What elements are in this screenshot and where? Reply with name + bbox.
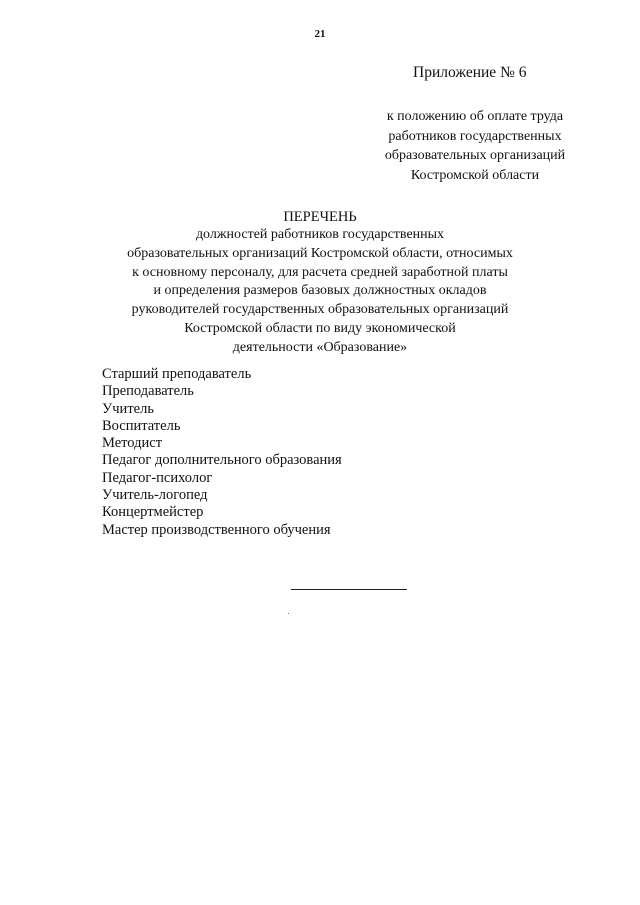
description-line: должностей работников государственных	[195, 227, 445, 242]
position-item: Учитель	[102, 400, 154, 417]
description-line: к основному персоналу, для расчета средней заработной платы	[132, 264, 508, 280]
scan-artifact	[288, 613, 289, 614]
position-item: Учитель-логопед	[102, 487, 208, 504]
appendix-subtitle	[360, 107, 590, 185]
position-item: Мастер производственного обучения	[102, 521, 331, 538]
description-line: образовательных организаций Костромской области, относимых	[127, 245, 513, 261]
position-item: Воспитатель	[102, 417, 181, 434]
appendix-subtitle-line: Костромской области	[410, 167, 540, 183]
position-item: Педагог-психолог	[102, 469, 213, 486]
position-item: Концертмейстер	[102, 504, 204, 521]
page-number: 21	[314, 28, 326, 40]
positions-list	[102, 366, 342, 539]
description-line: и определения размеров базовых должностных окладов	[153, 283, 487, 299]
appendix-subtitle-line: работников государственных	[388, 128, 562, 144]
document-description	[60, 226, 580, 358]
end-of-document-rule	[291, 589, 407, 590]
document-heading: ПЕРЕЧЕНЬ	[283, 209, 357, 225]
position-item: Старший преподаватель	[102, 366, 252, 382]
appendix-subtitle-line: образовательных организаций	[384, 148, 566, 163]
position-item: Методист	[102, 435, 163, 452]
appendix-subtitle-line: к положению об оплате труда	[386, 109, 564, 124]
description-line: Костромской области по виду экономической	[184, 320, 456, 336]
description-line: деятельности «Образование»	[232, 339, 408, 355]
appendix-title: Приложение № 6	[413, 64, 527, 81]
position-item: Педагог дополнительного образования	[102, 452, 342, 469]
position-item: Преподаватель	[102, 383, 194, 400]
description-line: руководителей государственных образовательных организаций	[131, 302, 509, 318]
